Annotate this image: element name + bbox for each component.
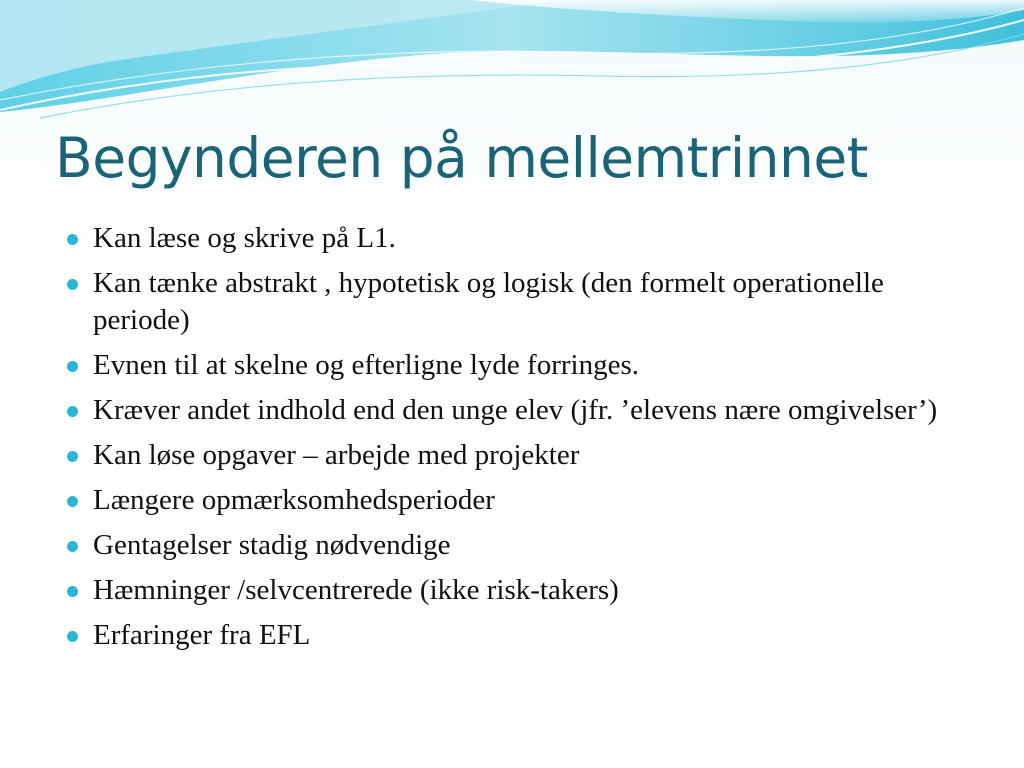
bullet-icon	[67, 451, 78, 462]
list-item	[66, 527, 966, 564]
decorative-wave-header	[0, 0, 1024, 130]
list-item-text: Kan løse opgaver – arbejde med projekter	[93, 439, 580, 471]
list-item	[66, 265, 966, 339]
list-item-text: Kan tænke abstrakt , hypotetisk og logisk (den formelt operationelle periode)	[93, 267, 884, 336]
list-item-text: Evnen til at skelne og efterligne lyde forringes.	[93, 349, 639, 381]
bullet-list	[66, 220, 966, 662]
list-item	[66, 572, 966, 609]
slide-title: Begynderen på mellemtrinnet	[55, 126, 868, 190]
list-item	[66, 347, 966, 384]
bullet-icon	[67, 631, 78, 642]
list-item-text: Kan læse og skrive på L1.	[93, 222, 396, 254]
list-item	[66, 617, 966, 654]
bullet-icon	[67, 496, 78, 507]
list-item-text: Erfaringer fra EFL	[93, 619, 311, 651]
bullet-icon	[67, 279, 78, 290]
bullet-icon	[67, 361, 78, 372]
list-item-text: Kræver andet indhold end den unge elev (jfr. ’elevens nære omgivelser’)	[93, 394, 938, 426]
list-item-text: Længere opmærksomhedsperioder	[93, 484, 495, 516]
list-item	[66, 482, 966, 519]
bullet-icon	[67, 234, 78, 245]
list-item-text: Gentagelser stadig nødvendige	[93, 529, 451, 561]
bullet-icon	[67, 541, 78, 552]
list-item	[66, 392, 966, 429]
bullet-icon	[67, 586, 78, 597]
bullet-icon	[67, 406, 78, 417]
list-item	[66, 437, 966, 474]
list-item-text: Hæmninger /selvcentrerede (ikke risk-takers)	[93, 574, 619, 606]
list-item	[66, 220, 966, 257]
